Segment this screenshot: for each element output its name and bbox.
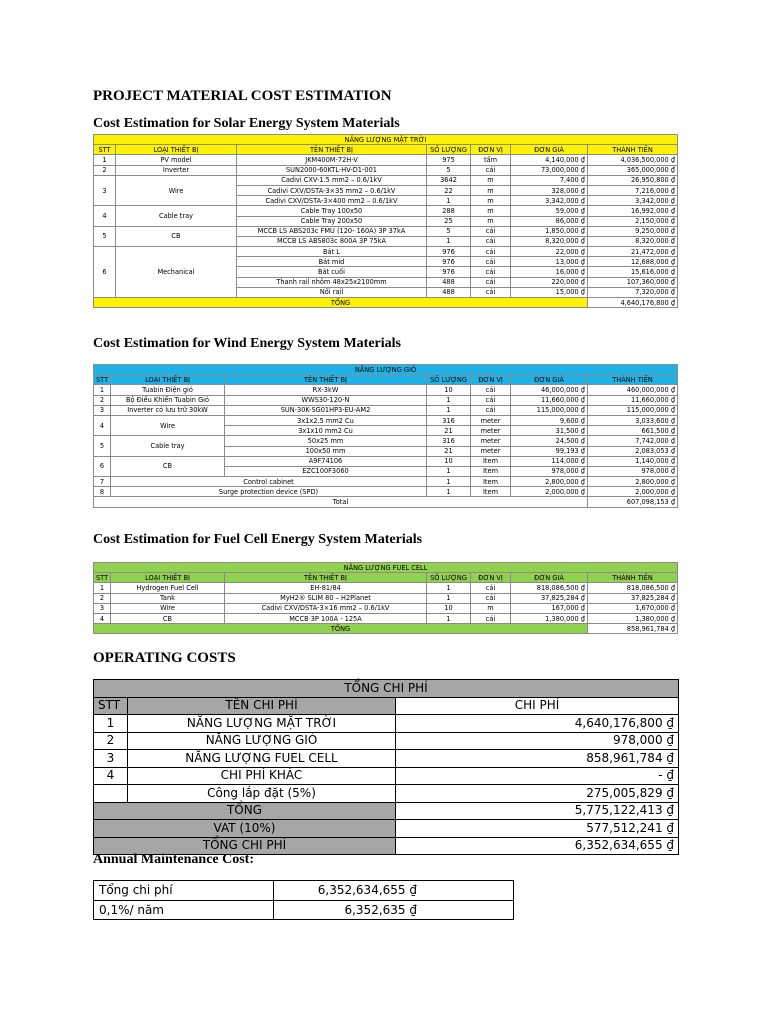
cell-qty: 5 [427, 165, 471, 175]
cell-unit: cái [471, 226, 511, 236]
cell-unit: m [471, 206, 511, 216]
cell-price: 15,000 ₫ [511, 287, 588, 297]
fuel-banner: NĂNG LƯỢNG FUEL CELL [94, 563, 678, 573]
cell-type: Tank [111, 593, 225, 603]
cell-qty: 25 [427, 216, 471, 226]
cell-unit: m [471, 175, 511, 185]
table-row [94, 477, 678, 487]
cell-qty: 1 [427, 613, 471, 623]
total-label: Total [94, 497, 588, 507]
cell-type: Cable tray [111, 436, 225, 456]
cell-qty: 21 [427, 446, 471, 456]
cell-total: 1,380,000 ₫ [588, 613, 678, 623]
cell-unit: cái [471, 257, 511, 267]
cell-type: Inverter có lưu trữ 30kW [111, 405, 225, 415]
cell-stt: 1 [94, 715, 128, 733]
cell-total: 661,500 ₫ [588, 426, 678, 436]
page-title: PROJECT MATERIAL COST ESTIMATION [93, 88, 392, 104]
cell-total: 37,825,284 ₫ [588, 593, 678, 603]
wind-header-row [94, 375, 678, 385]
cell-total: 26,950,800 ₫ [588, 175, 678, 185]
col-price: ĐƠN GIÁ [511, 145, 588, 155]
cell-cost: 858,961,784 ₫ [396, 750, 679, 768]
cell-qty: 488 [427, 277, 471, 287]
cell-name: Cadivi CXV/DSTA-3×35 mm2 – 0.6/1kV [237, 185, 427, 195]
cell-price: 16,000 ₫ [511, 267, 588, 277]
col-name: TÊN THIẾT BỊ [237, 145, 427, 155]
col-stt: STT [94, 145, 116, 155]
cell-qty: 976 [427, 267, 471, 277]
cell-stt: 2 [94, 395, 111, 405]
cell-qty: 316 [427, 415, 471, 425]
cell-unit: meter [471, 426, 511, 436]
table-row [94, 395, 678, 405]
cell-type: Mechanical [116, 247, 237, 298]
cell-name: MCCB LS ABS203c FMU (120- 160A) 3P 37kA [237, 226, 427, 236]
cell-qty: 488 [427, 287, 471, 297]
cell-price: 1,850,000 ₫ [511, 226, 588, 236]
col-name: TÊN CHI PHÍ [128, 697, 396, 715]
operating-heading: OPERATING COSTS [93, 650, 236, 666]
col-type: LOẠI THIẾT BỊ [111, 375, 225, 385]
cell-cost: 275,005,829 ₫ [396, 785, 679, 803]
cell-total: 460,000,000 ₫ [588, 385, 678, 395]
cell-unit: m [471, 216, 511, 226]
cell-stt: 7 [94, 477, 111, 487]
col-total: THÀNH TIỀN [588, 375, 678, 385]
cell-price: 4,140,000 ₫ [511, 155, 588, 165]
cell-unit: meter [471, 436, 511, 446]
cell-name: Nối rail [237, 287, 427, 297]
cell-qty: 10 [427, 456, 471, 466]
table-row [94, 456, 678, 466]
cell-total: 107,360,000 ₫ [588, 277, 678, 287]
summary-label: TỔNG CHI PHÍ [94, 837, 396, 855]
cell-unit: cái [471, 287, 511, 297]
cell-price: 8,320,000 ₫ [511, 236, 588, 246]
cell-total: 2,150,000 ₫ [588, 216, 678, 226]
col-unit: ĐƠN VỊ [471, 375, 511, 385]
cell-stt: 3 [94, 405, 111, 415]
cell-qty: 3642 [427, 175, 471, 185]
cell-unit: cái [471, 613, 511, 623]
cell-qty: 1 [427, 593, 471, 603]
cell-stt: 4 [94, 767, 128, 785]
cell-type: CB [111, 613, 225, 623]
cell-price: 114,000 ₫ [511, 456, 588, 466]
table-row [94, 593, 678, 603]
cell-price: 46,000,000 ₫ [511, 385, 588, 395]
cell-qty: 1 [427, 236, 471, 246]
cell-unit: Item [471, 456, 511, 466]
total-label: TỔNG [94, 624, 588, 634]
cell-qty: 1 [427, 466, 471, 476]
col-total: THÀNH TIỀN [588, 573, 678, 583]
cell-total: 7,320,000 ₫ [588, 287, 678, 297]
cell-price: 24,500 ₫ [511, 436, 588, 446]
cell-total: 7,216,000 ₫ [588, 185, 678, 195]
col-type: LOẠI THIẾT BỊ [111, 573, 225, 583]
cell-qty: 1 [427, 487, 471, 497]
cell-qty: 975 [427, 155, 471, 165]
cell-total: 16,992,000 ₫ [588, 206, 678, 216]
col-qty: SỐ LƯỢNG [427, 145, 471, 155]
cell-name: Cadivi CXV/DSTA-3×400 mm2 – 0.6/1kV [237, 196, 427, 206]
cell-unit: Item [471, 466, 511, 476]
cell-type: Bộ Điều Khiển Tuabin Gió [111, 395, 225, 405]
cell-stt: 3 [94, 750, 128, 768]
cell-name: NĂNG LƯỢNG MẶT TRỜI [128, 715, 396, 733]
cell-total: 1,670,000 ₫ [588, 603, 678, 613]
wind-banner: NĂNG LƯỢNG GIÓ [94, 365, 678, 375]
cell-price: 115,000,000 ₫ [511, 405, 588, 415]
col-unit: ĐƠN VỊ [471, 145, 511, 155]
col-total: THÀNH TIỀN [588, 145, 678, 155]
cell-qty: 22 [427, 185, 471, 195]
table-row [94, 613, 678, 623]
cell-unit: Item [471, 477, 511, 487]
total-value: 858,961,784 ₫ [588, 624, 678, 634]
cell-total: 818,086,500 ₫ [588, 583, 678, 593]
cell-qty: 1 [427, 477, 471, 487]
solar-heading: Cost Estimation for Solar Energy System Materials [93, 116, 400, 131]
cell-price: 220,000 ₫ [511, 277, 588, 287]
cell-stt: 5 [94, 436, 111, 456]
col-unit: ĐƠN VỊ [471, 573, 511, 583]
col-stt: STT [94, 573, 111, 583]
cell-type: Surge protection device (SPD) [111, 487, 427, 497]
table-row [94, 165, 678, 175]
table-row [94, 785, 679, 803]
total-label: TỔNG [94, 298, 588, 308]
cell-unit: cái [471, 405, 511, 415]
maintenance-label: 0,1%/ năm [94, 900, 274, 920]
cell-price: 2,800,000 ₫ [511, 477, 588, 487]
cell-price: 167,000 ₫ [511, 603, 588, 613]
summary-label: TỔNG [94, 802, 396, 820]
table-row [94, 155, 678, 165]
col-qty: SỐ LƯỢNG [427, 375, 471, 385]
cell-price: 73,000,000 ₫ [511, 165, 588, 175]
cell-name: 100x50 mm [225, 446, 427, 456]
table-row [94, 206, 678, 216]
cell-unit: cái [471, 247, 511, 257]
summary-cost: 6,352,634,655 ₫ [396, 837, 679, 855]
cell-cost: 4,640,176,800 ₫ [396, 715, 679, 733]
cell-name: Bát cuối [237, 267, 427, 277]
wind-heading: Cost Estimation for Wind Energy System Materials [93, 336, 401, 351]
operating-banner: TỔNG CHI PHÍ [94, 680, 679, 698]
cell-name: Cable Tray 100x50 [237, 206, 427, 216]
fuel-header-row [94, 573, 678, 583]
cell-price: 2,000,000 ₫ [511, 487, 588, 497]
cell-unit: meter [471, 415, 511, 425]
cell-unit: meter [471, 446, 511, 456]
cell-name: SUN2000-60KTL-HV-D1-001 [237, 165, 427, 175]
cell-unit: cái [471, 385, 511, 395]
table-row [94, 487, 678, 497]
cell-total: 15,616,000 ₫ [588, 267, 678, 277]
cell-name: 3x1x2.5 mm2 Cu [225, 415, 427, 425]
table-row [94, 436, 678, 446]
cell-name: MCCB LS ABS803c 800A 3P 75kA [237, 236, 427, 246]
cell-qty: 10 [427, 603, 471, 613]
table-row [94, 767, 679, 785]
cell-name: JKM400M-72H-V [237, 155, 427, 165]
maintenance-row [94, 900, 514, 920]
cell-price: 22,000 ₫ [511, 247, 588, 257]
wind-table [93, 364, 678, 508]
col-type: LOẠI THIẾT BỊ [116, 145, 237, 155]
maintenance-row [94, 881, 514, 901]
cell-total: 2,800,000 ₫ [588, 477, 678, 487]
cell-type: Wire [111, 603, 225, 613]
cell-name: A9F74106 [225, 456, 427, 466]
total-value: 4,640,176,800 ₫ [588, 298, 678, 308]
table-row [94, 603, 678, 613]
cell-price: 1,380,000 ₫ [511, 613, 588, 623]
cell-price: 13,000 ₫ [511, 257, 588, 267]
cell-name: Cable Tray 200x50 [237, 216, 427, 226]
table-row [94, 226, 678, 236]
summary-cost: 5,775,122,413 ₫ [396, 802, 679, 820]
cell-price: 978,000 ₫ [511, 466, 588, 476]
cell-cost: - ₫ [396, 767, 679, 785]
operating-header-row [94, 697, 679, 715]
cell-stt: 8 [94, 487, 111, 497]
cell-type: PV model [116, 155, 237, 165]
cell-price: 59,000 ₫ [511, 206, 588, 216]
cell-name: Bát L [237, 247, 427, 257]
wind-total-row [94, 497, 678, 507]
cell-stt: 2 [94, 732, 128, 750]
cell-qty: 288 [427, 206, 471, 216]
cell-unit: tấm [471, 155, 511, 165]
cell-qty: 5 [427, 226, 471, 236]
cell-type: CB [116, 226, 237, 246]
cell-qty: 316 [427, 436, 471, 446]
fuel-heading: Cost Estimation for Fuel Cell Energy System Materials [93, 532, 423, 547]
cell-total: 365,000,000 ₫ [588, 165, 678, 175]
cell-qty: 21 [427, 426, 471, 436]
col-price: ĐƠN GIÁ [511, 375, 588, 385]
maintenance-table [93, 880, 514, 920]
cell-unit: Item [471, 487, 511, 497]
cell-type: CB [111, 456, 225, 476]
cell-stt: 1 [94, 155, 116, 165]
cell-name: 3x1x10 mm2 Cu [225, 426, 427, 436]
cell-price: 3,342,000 ₫ [511, 196, 588, 206]
cell-price: 37,825,284 ₫ [511, 593, 588, 603]
cell-name: Cadivi CXV/DSTA-3×16 mm2 – 0.6/1kV [225, 603, 427, 613]
cell-stt: 3 [94, 175, 116, 206]
solar-banner: NĂNG LƯỢNG MẶT TRỜI [94, 135, 678, 145]
cell-type: Tuabin Điện gió [111, 385, 225, 395]
cell-unit: cái [471, 236, 511, 246]
cell-total: 11,660,000 ₫ [588, 395, 678, 405]
col-stt: STT [94, 375, 111, 385]
col-name: TÊN THIẾT BỊ [225, 573, 427, 583]
cell-price: 7,400 ₫ [511, 175, 588, 185]
cell-total: 21,472,000 ₫ [588, 247, 678, 257]
cell-unit: cái [471, 165, 511, 175]
table-row [94, 247, 678, 257]
solar-header-row [94, 145, 678, 155]
col-cost: CHI PHÍ [396, 697, 679, 715]
cell-name: MyH2® SLIM 80 – H2Planet [225, 593, 427, 603]
summary-label: VAT (10%) [94, 820, 396, 838]
cell-unit: cái [471, 593, 511, 603]
maintenance-value: 6,352,634,655 ₫ [274, 881, 514, 901]
cell-unit: cái [471, 395, 511, 405]
cell-price: 9,600 ₫ [511, 415, 588, 425]
cell-type: Hydrogen Fuel Cell [111, 583, 225, 593]
cell-qty: 1 [427, 395, 471, 405]
fuel-table [93, 562, 678, 634]
cell-name: NĂNG LƯỢNG GIÓ [128, 732, 396, 750]
table-row [94, 385, 678, 395]
cell-price: 86,000 ₫ [511, 216, 588, 226]
cell-stt [94, 785, 128, 803]
cell-type: Inverter [116, 165, 237, 175]
fuel-total-row [94, 624, 678, 634]
cell-unit: cái [471, 277, 511, 287]
cell-price: 31,500 ₫ [511, 426, 588, 436]
cell-total: 2,083,053 ₫ [588, 446, 678, 456]
cell-cost: 978,000 ₫ [396, 732, 679, 750]
cell-stt: 1 [94, 583, 111, 593]
cell-stt: 6 [94, 456, 111, 476]
cell-total: 7,742,000 ₫ [588, 436, 678, 446]
cell-unit: cái [471, 267, 511, 277]
cell-total: 1,140,000 ₫ [588, 456, 678, 466]
col-price: ĐƠN GIÁ [511, 573, 588, 583]
cell-total: 8,320,000 ₫ [588, 236, 678, 246]
cell-name: WWS30-120-N [225, 395, 427, 405]
cell-name: EH-81/84 [225, 583, 427, 593]
table-row [94, 732, 679, 750]
solar-table [93, 134, 678, 308]
cell-name: NĂNG LƯỢNG FUEL CELL [128, 750, 396, 768]
cell-total: 115,000,000 ₫ [588, 405, 678, 415]
cell-price: 328,000 ₫ [511, 185, 588, 195]
cell-price: 99,193 ₫ [511, 446, 588, 456]
table-row [94, 175, 678, 185]
cell-stt: 4 [94, 206, 116, 226]
cell-name: 50x25 mm [225, 436, 427, 446]
cell-name: Cadivi CXV-1.5 mm2 – 0.6/1kV [237, 175, 427, 185]
maintenance-label: Tổng chi phí [94, 881, 274, 901]
cell-unit: m [471, 196, 511, 206]
summary-row [94, 802, 679, 820]
cell-name: RX-3kW [225, 385, 427, 395]
summary-cost: 577,512,241 ₫ [396, 820, 679, 838]
cell-stt: 3 [94, 603, 111, 613]
cell-stt: 2 [94, 165, 116, 175]
cell-qty: 1 [427, 405, 471, 415]
cell-stt: 4 [94, 613, 111, 623]
cell-unit: m [471, 185, 511, 195]
cell-stt: 4 [94, 415, 111, 435]
cell-price: 818,086,500 ₫ [511, 583, 588, 593]
cell-total: 978,000 ₫ [588, 466, 678, 476]
solar-total-row [94, 298, 678, 308]
cell-stt: 5 [94, 226, 116, 246]
cell-total: 3,342,000 ₫ [588, 196, 678, 206]
table-row [94, 750, 679, 768]
table-row [94, 715, 679, 733]
table-row [94, 415, 678, 425]
cell-name: EZC100F3060 [225, 466, 427, 476]
cell-name: SUN-30K-SG01HP3-EU-AM2 [225, 405, 427, 415]
cell-qty: 976 [427, 257, 471, 267]
maintenance-value: 6,352,635 ₫ [274, 900, 514, 920]
cell-type: Control cabinet [111, 477, 427, 487]
summary-row [94, 820, 679, 838]
cell-type: Wire [111, 415, 225, 435]
cell-total: 4,036,500,000 ₫ [588, 155, 678, 165]
cell-price: 11,660,000 ₫ [511, 395, 588, 405]
cell-qty: 1 [427, 583, 471, 593]
cell-stt: 6 [94, 247, 116, 298]
cell-qty: 1 [427, 196, 471, 206]
cell-name: CHI PHÍ KHÁC [128, 767, 396, 785]
cell-type: Cable tray [116, 206, 237, 226]
cell-name: Bát mid [237, 257, 427, 267]
cell-name: MCCB 3P 100A - 125A [225, 613, 427, 623]
cell-total: 9,250,000 ₫ [588, 226, 678, 236]
cell-unit: cái [471, 583, 511, 593]
cell-total: 2,000,000 ₫ [588, 487, 678, 497]
col-stt: STT [94, 697, 128, 715]
maintenance-heading: Annual Maintenance Cost: [93, 852, 255, 867]
table-row [94, 405, 678, 415]
cell-stt: 1 [94, 385, 111, 395]
cell-qty: 976 [427, 247, 471, 257]
operating-table [93, 679, 679, 855]
cell-type: Wire [116, 175, 237, 206]
table-row [94, 583, 678, 593]
cell-qty: 10 [427, 385, 471, 395]
cell-unit: m [471, 603, 511, 613]
cell-name: Thanh rail nhôm 48x25x2100mm [237, 277, 427, 287]
col-qty: SỐ LƯỢNG [427, 573, 471, 583]
col-name: TÊN THIẾT BỊ [225, 375, 427, 385]
total-value: 607,098,153 ₫ [588, 497, 678, 507]
cell-stt: 2 [94, 593, 111, 603]
cell-total: 3,033,600 ₫ [588, 415, 678, 425]
cell-total: 12,688,000 ₫ [588, 257, 678, 267]
cell-name: Công lắp đặt (5%) [128, 785, 396, 803]
